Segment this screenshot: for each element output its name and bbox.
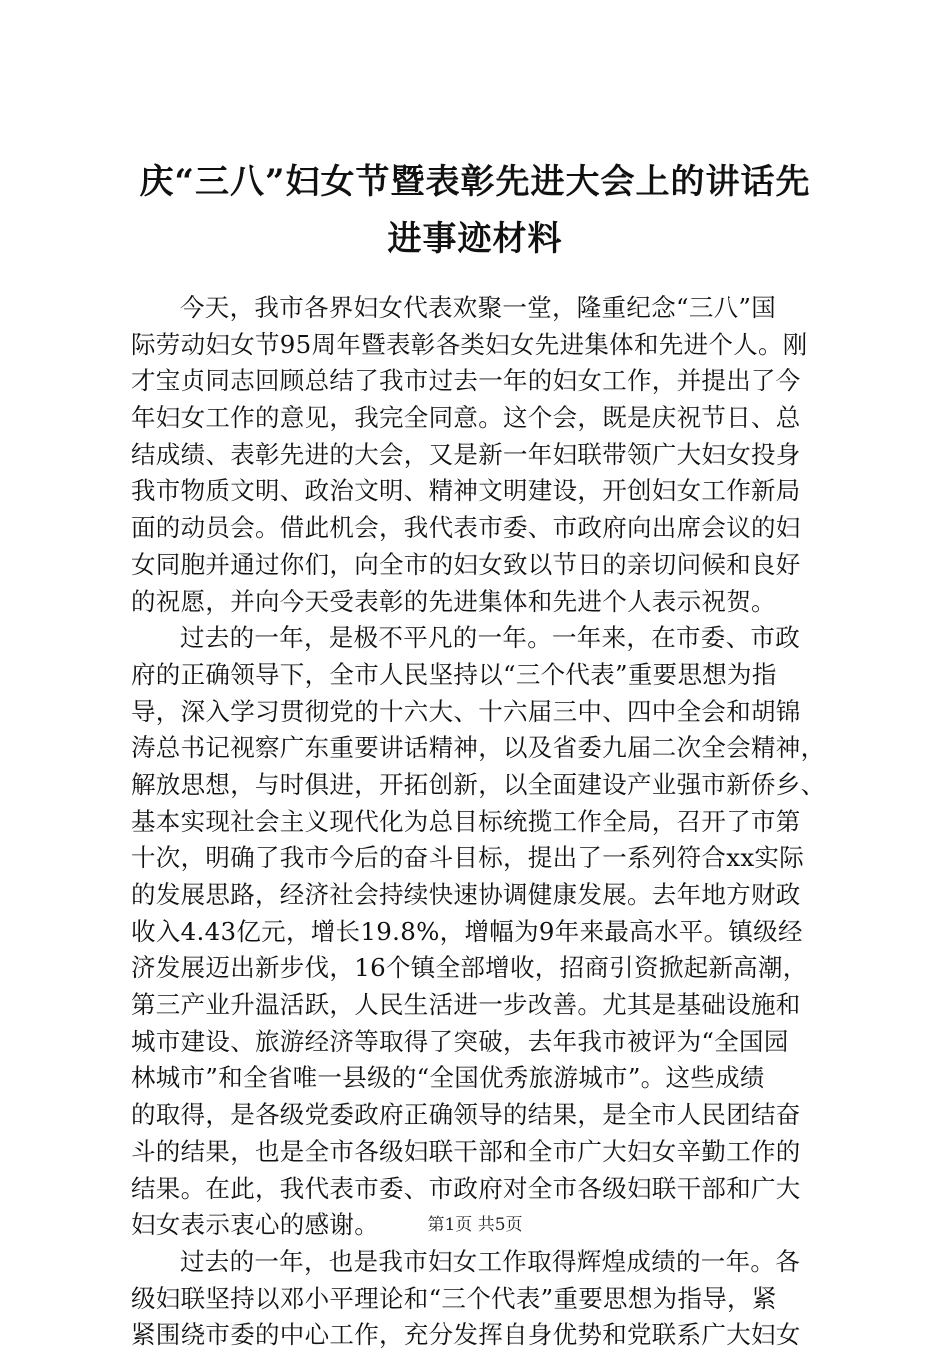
paragraph-line: 收入4.43亿元，增长19.8%，增幅为9年来最高水平。镇级经 [131,916,803,946]
paragraph-line: 导，深入学习贯彻党的十六大、十六届三中、四中全会和胡锦 [131,696,801,726]
paragraph-line: 结果。在此，我代表市委、市政府对全市各级妇联干部和广大 [131,1173,801,1203]
document-title-line-1: 庆“三八”妇女节暨表彰先进大会上的讲话先 [139,162,811,202]
paragraph-line: 的发展思路，经济社会持续快速协调健康发展。去年地方财政 [131,880,801,909]
paragraph-line: 林城市”和全省唯一县级的“全国优秀旅游城市”。这些成绩 [131,1063,765,1093]
paragraph-line: 城市建设、旅游经济等取得了突破，去年我市被评为“全国园 [131,1026,789,1056]
paragraph-line: 女同胞并通过你们，向全市的妇女致以节日的亲切问候和良好 [131,549,801,579]
paragraph-line: 解放思想，与时俱进，开拓创新，以全面建设产业强市新侨乡、 [131,769,826,799]
paragraph-line: 过去的一年，也是我市妇女工作取得辉煌成绩的一年。各 [180,1246,800,1276]
document-title-line-2: 进事迹材料 [387,219,563,259]
paragraph-line: 第三产业升温活跃，人民生活进一步改善。尤其是基础设施和 [131,990,801,1020]
paragraph-line: 的祝愿，并向今天受表彰的先进集体和先进个人表示祝贺。 [131,586,776,616]
paragraph-line: 紧围绕市委的中心工作，充分发挥自身优势和党联系广大妇女 [131,1320,801,1350]
document-body [131,290,831,1354]
paragraph-line: 的取得，是各级党委政府正确领导的结果，是全市人民团结奋 [131,1100,801,1130]
paragraph-line: 际劳动妇女节95周年暨表彰各类妇女先进集体和先进个人。刚 [131,329,808,359]
page-number-footer: 第1页 共5页 [427,1215,523,1235]
paragraph-line: 妇女表示衷心的感谢。 [131,1210,379,1240]
paragraph-line: 斗的结果，也是全市各级妇联干部和全市广大妇女辛勤工作的 [131,1136,801,1166]
paragraph-line: 基本实现社会主义现代化为总目标统揽工作全局，召开了市第 [131,806,801,836]
paragraph-line: 面的动员会。借此机会，我代表市委、市政府向出席会议的妇 [131,513,801,543]
paragraph-line: 济发展迈出新步伐，16个镇全部增收，招商引资掀起新高潮， [131,953,808,983]
paragraph-line: 府的正确领导下，全市人民坚持以“三个代表”重要思想为指 [131,659,777,689]
paragraph-line: 级妇联坚持以邓小平理论和“三个代表”重要思想为指导，紧 [131,1283,777,1313]
paragraph-line: 结成绩、表彰先进的大会，又是新一年妇联带领广大妇女投身 [131,439,801,469]
paragraph-line: 我市物质文明、政治文明、精神文明建设，开创妇女工作新局 [131,476,801,506]
paragraph-line: 涛总书记视察广东重要讲话精神，以及省委九届二次全会精神， [131,733,826,763]
paragraph-line: 十次，明确了我市今后的奋斗目标，提出了一系列符合xx实际 [131,843,805,873]
paragraph-line: 过去的一年，是极不平凡的一年。一年来，在市委、市政 [180,623,800,653]
paragraph-line: 年妇女工作的意见，我完全同意。这个会，既是庆祝节日、总 [131,403,801,433]
paragraph-line: 才宝贞同志回顾总结了我市过去一年的妇女工作，并提出了今 [131,366,801,396]
paragraph-line: 今天，我市各界妇女代表欢聚一堂，隆重纪念“三八”国 [180,293,777,322]
